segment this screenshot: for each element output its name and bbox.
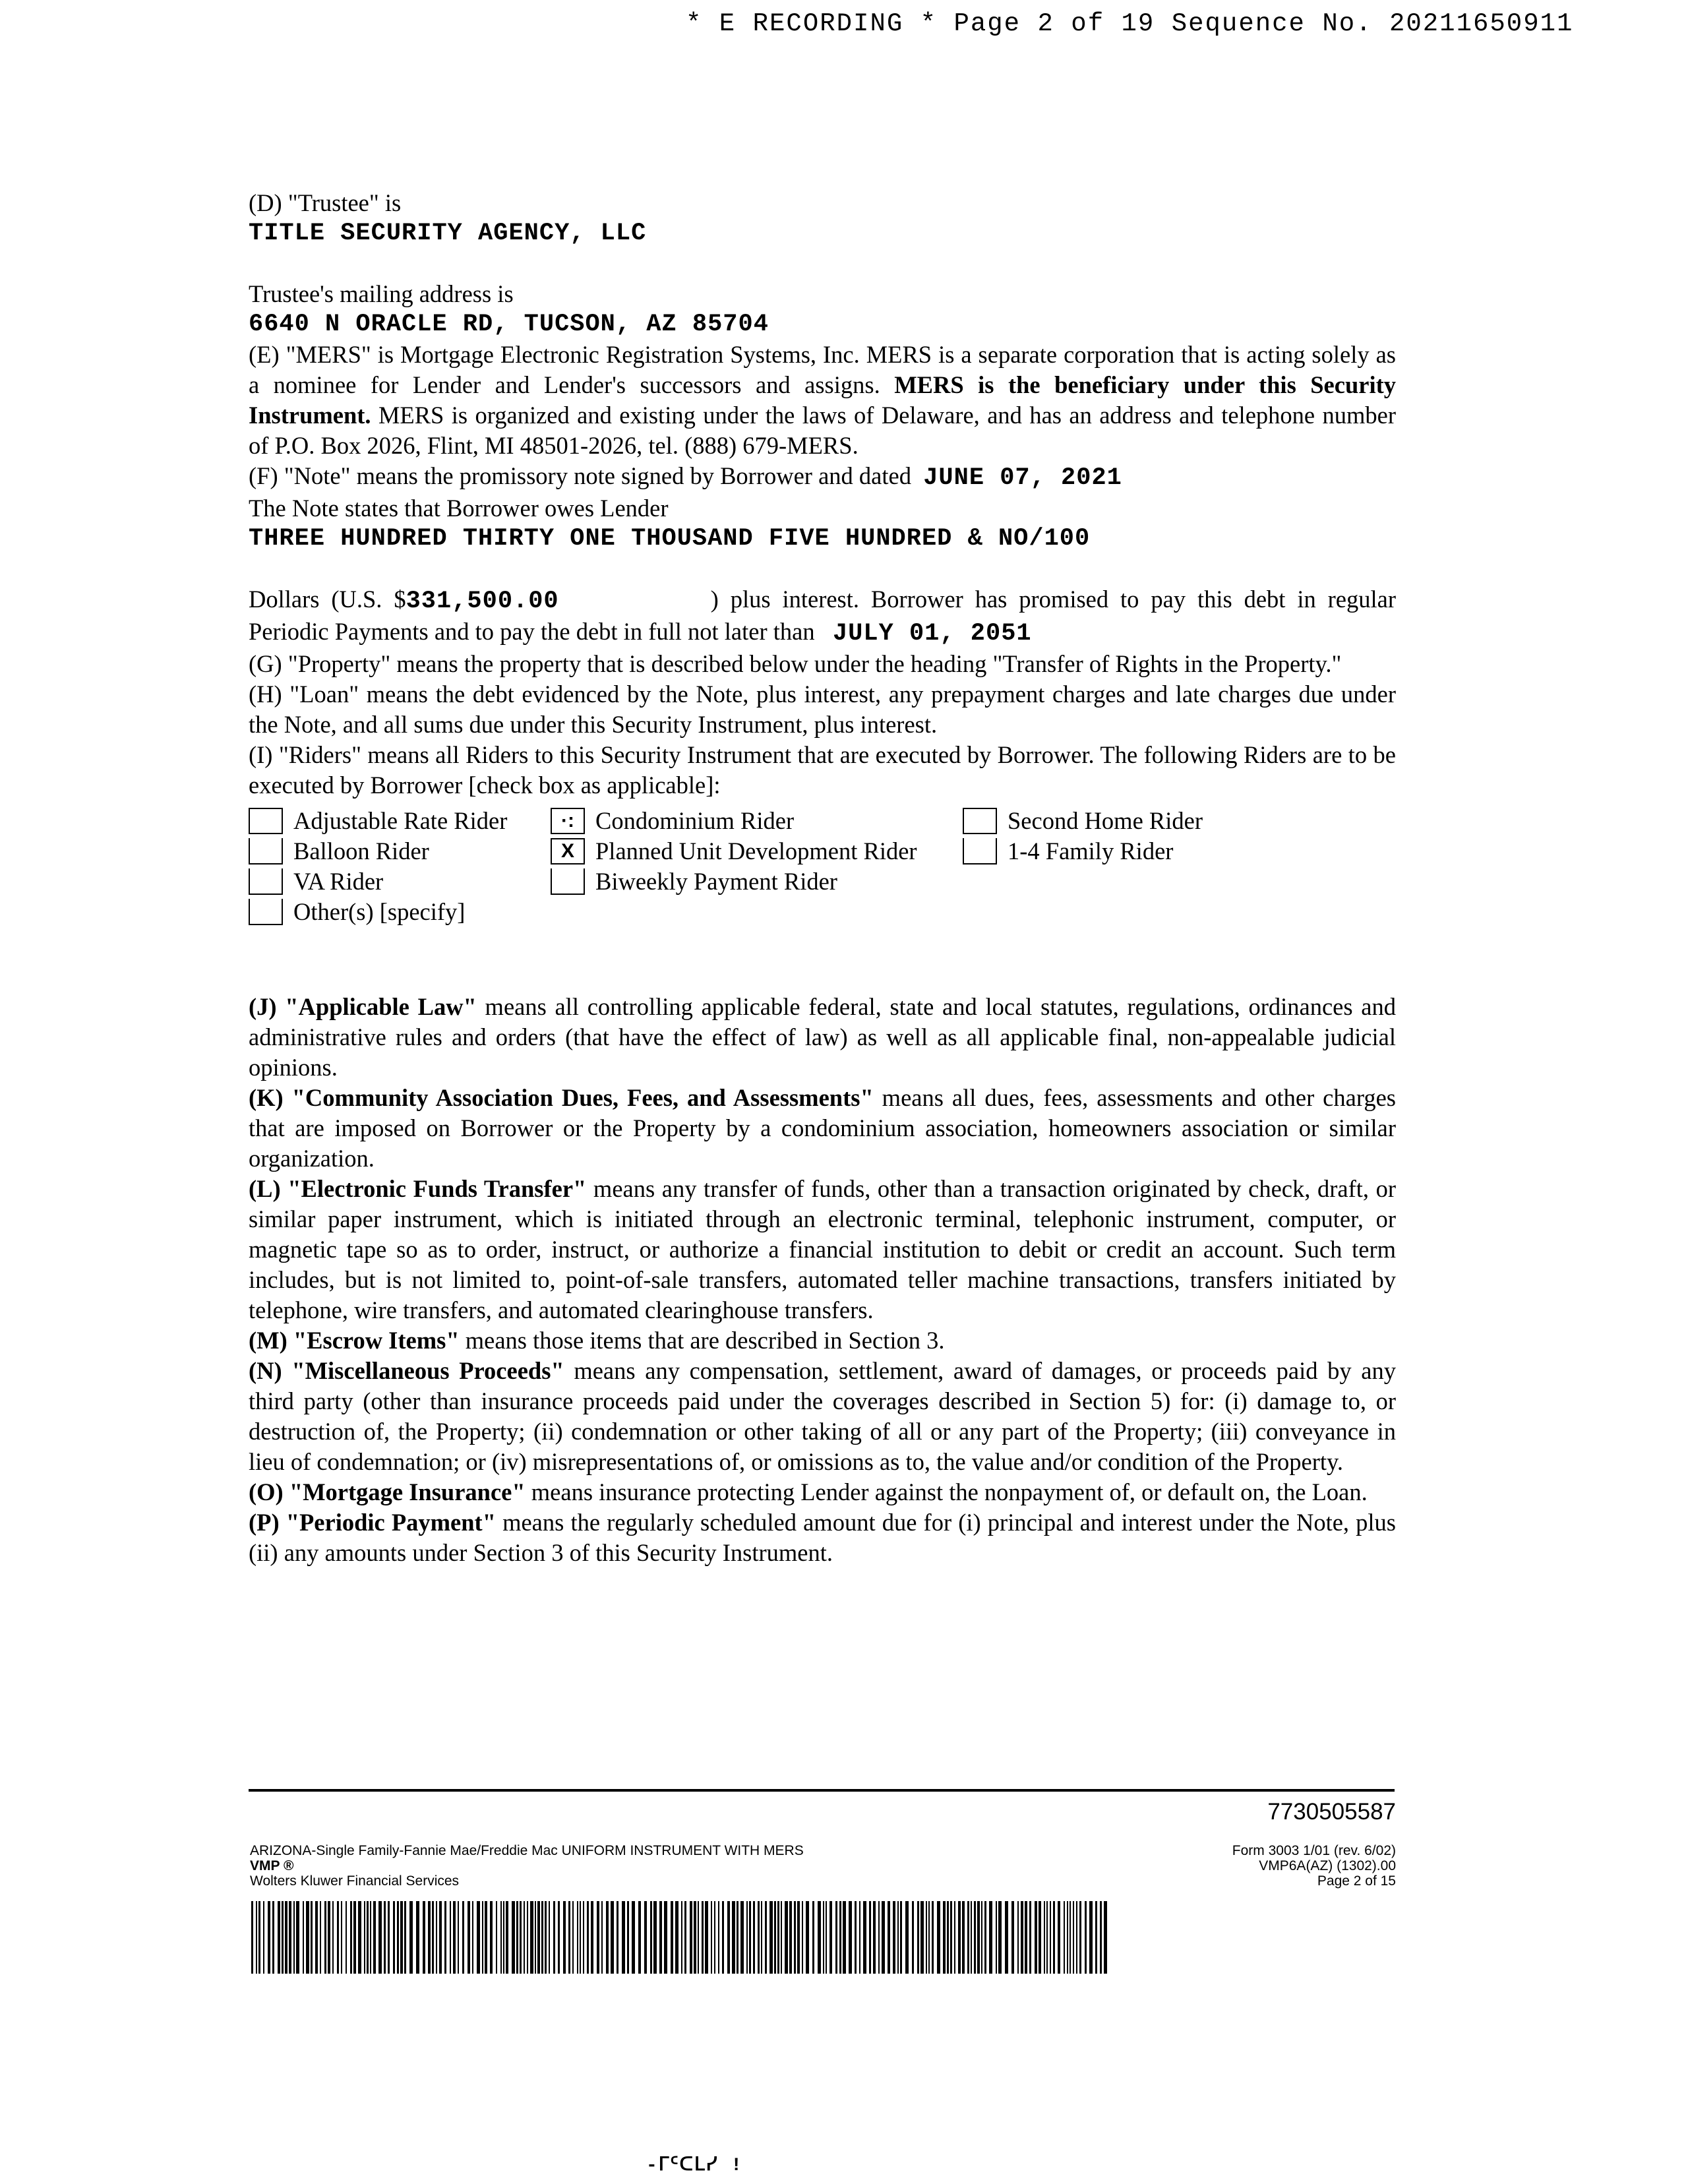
miscellaneous-proceeds-text: means any compensation, settlement, award of damages, or proceeds paid by any third party (other than insurance proceeds paid under the coverages described in Section 5) for: (i) damage to, or destruction of, the Property; (ii) condemnation or other taking of all or any part of the Property; (iii) conveyance in lieu of condemnation; or (iv) misrepresentations of, or omissions as to, the value and/or condition of the Property.	[249, 1357, 1397, 1475]
barcode-bar	[315, 1901, 318, 1974]
barcode-bar	[1029, 1901, 1031, 1974]
mortgage-insurance-definition	[249, 1477, 1396, 1507]
barcode-bar	[971, 1901, 972, 1974]
barcode-bar	[863, 1901, 866, 1974]
rider-balloon-label: Balloon Rider	[293, 837, 429, 864]
barcode-bar	[794, 1901, 796, 1974]
rider-adjustable-label: Adjustable Rate Rider	[293, 807, 508, 834]
barcode-bar	[373, 1901, 376, 1974]
barcode-bar	[428, 1901, 431, 1974]
barcode-bar	[477, 1901, 480, 1974]
riders-checklist	[249, 806, 1396, 931]
barcode-bar	[1100, 1901, 1102, 1974]
community-association-label: (K) "Community Association Dues, Fees, and Assessments"	[249, 1084, 874, 1111]
barcode-bar	[506, 1901, 508, 1974]
barcode-bar	[527, 1901, 528, 1974]
barcode-bar	[1089, 1901, 1093, 1974]
mortgage-insurance-text: means insurance protecting Lender against the nonpayment of, or default on, the Loan.	[525, 1478, 1368, 1505]
barcode-bar	[900, 1901, 902, 1974]
barcode-bar	[467, 1901, 470, 1974]
barcode-bar	[859, 1901, 860, 1974]
barcode-bar	[1021, 1901, 1023, 1974]
document-body	[249, 188, 1396, 1568]
barcode-bar	[320, 1901, 321, 1974]
vmp-code: VMP6A(AZ) (1302).00	[1259, 1858, 1396, 1873]
barcode-bar	[1073, 1901, 1074, 1974]
barcode-bar	[912, 1901, 914, 1974]
barcode-bar	[797, 1901, 800, 1974]
barcode-bar	[388, 1901, 390, 1974]
barcode-bar	[962, 1901, 965, 1974]
periodic-payment-text: means the regularly scheduled amount due for (i) principal and interest under the Note, plus (ii) any amounts under Section 3 of this Security Instrument.	[249, 1509, 1396, 1566]
barcode-bar	[928, 1901, 930, 1974]
escrow-items-text: means those items that are described in Section 3.	[459, 1327, 945, 1354]
form-number-block	[1232, 1843, 1396, 1889]
barcode-bar	[954, 1901, 955, 1974]
barcode-bar	[512, 1901, 515, 1974]
rider-biweekly-checkbox[interactable]	[551, 868, 585, 895]
barcode-bar	[839, 1901, 841, 1974]
trustee-intro: (D) "Trustee" is	[249, 189, 402, 216]
rider-1-4-family	[963, 836, 1173, 866]
barcode-bar	[996, 1901, 997, 1974]
barcode-bar	[947, 1901, 949, 1974]
barcode-bar	[632, 1901, 635, 1974]
form-page: Page 2 of 15	[1317, 1873, 1396, 1889]
dollars-prefix: Dollars (U.S. $	[249, 586, 406, 613]
barcode-bar	[638, 1901, 641, 1974]
electronic-funds-transfer-text: means any transfer of funds, other than a transaction originated by check, draft, or similar paper instrument, which is initiated through an electronic terminal, telephonic instrument, computer, or magnetic tape so as to order, instruct, or authorize a financial institution to debit or credit an account. Such term includes, but is not limited to, point-of-sale transfers, automated teller machine transactions, transfers initiated by telephone, wire transfers, and automated clearinghouse transfers.	[249, 1175, 1396, 1323]
barcode-bar	[328, 1901, 330, 1974]
barcode-bar	[503, 1901, 504, 1974]
applicable-law-label: (J) "Applicable Law"	[249, 993, 477, 1020]
barcode-bar	[1064, 1901, 1065, 1974]
barcode-bar	[690, 1901, 692, 1974]
barcode-bar	[306, 1901, 309, 1974]
barcode-bar	[436, 1901, 437, 1974]
form-identification	[250, 1843, 804, 1889]
escrow-items-definition	[249, 1325, 1396, 1356]
barcode-bar	[1070, 1901, 1071, 1974]
barcode-bar	[611, 1901, 614, 1974]
barcode-bar	[873, 1901, 876, 1974]
barcode-bar	[397, 1901, 399, 1974]
rider-pud-label: Planned Unit Development Rider	[595, 837, 917, 864]
barcode-bar	[998, 1901, 1002, 1974]
rider-second-home-checkbox[interactable]	[963, 808, 997, 834]
footer-divider	[249, 1789, 1395, 1792]
electronic-funds-transfer-label: (L) "Electronic Funds Transfer"	[249, 1175, 587, 1202]
barcode-bar	[714, 1901, 715, 1974]
barcode-bar	[524, 1901, 525, 1974]
barcode-bar	[558, 1901, 560, 1974]
barcode-bar	[490, 1901, 493, 1974]
barcode-bar	[367, 1901, 369, 1974]
barcode-bar	[835, 1901, 837, 1974]
trustee-mailing-label: Trustee's mailing address is	[249, 280, 514, 307]
barcode-bar	[535, 1901, 536, 1974]
note-amount-words: THREE HUNDRED THIRTY ONE THOUSAND FIVE HUNDRED & NO/100	[249, 525, 1091, 553]
barcode-bar	[769, 1901, 773, 1974]
barcode-bar	[664, 1901, 667, 1974]
barcode-bar	[1095, 1901, 1097, 1974]
barcode	[251, 1901, 1110, 1974]
riders-definition: (I) "Riders" means all Riders to this Security Instrument that are executed by Borrower. The following Riders are to be executed by Borrower [check box as applicable]:	[249, 741, 1396, 799]
barcode-bar	[705, 1901, 708, 1974]
barcode-bar	[587, 1901, 589, 1974]
barcode-bar	[1039, 1901, 1041, 1974]
barcode-bar	[346, 1901, 347, 1974]
barcode-bar	[989, 1901, 992, 1974]
barcode-bar	[653, 1901, 657, 1974]
barcode-bar	[758, 1901, 760, 1974]
barcode-bar	[272, 1901, 274, 1974]
barcode-bar	[568, 1901, 570, 1974]
barcode-bar	[1058, 1901, 1060, 1974]
barcode-bar	[893, 1901, 895, 1974]
barcode-bar	[981, 1901, 982, 1974]
barcode-bar	[818, 1901, 821, 1974]
barcode-bar	[485, 1901, 487, 1974]
barcode-bar	[341, 1901, 342, 1974]
barcode-bar	[350, 1901, 352, 1974]
barcode-bar	[583, 1901, 584, 1974]
barcode-bar	[416, 1901, 419, 1974]
barcode-bar	[917, 1901, 919, 1974]
barcode-bar	[370, 1901, 371, 1974]
barcode-bar	[516, 1901, 518, 1974]
rider-va-label: VA Rider	[293, 868, 384, 895]
barcode-bar	[977, 1901, 980, 1974]
barcode-bar	[1005, 1901, 1008, 1974]
barcode-bar	[1079, 1901, 1081, 1974]
barcode-bar	[1076, 1901, 1077, 1974]
barcode-bar	[409, 1901, 413, 1974]
publisher: Wolters Kluwer Financial Services	[250, 1873, 460, 1889]
barcode-bar	[937, 1901, 940, 1974]
barcode-bar	[812, 1901, 814, 1974]
barcode-bar	[520, 1901, 522, 1974]
rider-balloon-checkbox[interactable]	[249, 838, 283, 864]
barcode-bar	[453, 1901, 456, 1974]
barcode-bar	[926, 1901, 927, 1974]
barcode-bar	[1017, 1901, 1019, 1974]
trustee-mailing-address: 6640 N ORACLE RD, TUCSON, AZ 85704	[249, 311, 769, 338]
periodic-payment-definition	[249, 1507, 1396, 1568]
barcode-bar	[849, 1901, 852, 1974]
note-definition	[249, 461, 1396, 493]
note-owes: The Note states that Borrower owes Lender	[249, 495, 669, 522]
barcode-bar	[737, 1901, 738, 1974]
barcode-bar	[1046, 1901, 1048, 1974]
barcode-bar	[1035, 1901, 1037, 1974]
barcode-bar	[580, 1901, 581, 1974]
barcode-bar	[1025, 1901, 1027, 1974]
rider-condominium-label: Condominium Rider	[595, 807, 795, 834]
barcode-bar	[765, 1901, 767, 1974]
rider-condominium	[551, 806, 794, 836]
rider-other-label: Other(s) [specify]	[293, 898, 466, 925]
barcode-bar	[920, 1901, 924, 1974]
barcode-bar	[659, 1901, 662, 1974]
barcode-bar	[802, 1901, 803, 1974]
applicable-law-text: means all controlling applicable federal, state and local statutes, regulations, ordinances and administrative rules and orders (that have the effect of law) as well as all applicable final, non-appealable judicial opinions.	[249, 993, 1397, 1081]
note-dollars	[249, 584, 1396, 649]
barcode-bar	[384, 1901, 386, 1974]
note-amount: 331,500.00	[406, 588, 559, 615]
periodic-payment-label: (P) "Periodic Payment"	[249, 1509, 496, 1536]
barcode-bar	[932, 1901, 934, 1974]
barcode-bar	[256, 1901, 257, 1974]
barcode-bar	[303, 1901, 304, 1974]
barcode-bar	[984, 1901, 986, 1974]
barcode-bar	[537, 1901, 540, 1974]
barcode-bar	[549, 1901, 550, 1974]
barcode-bar	[458, 1901, 459, 1974]
note-text: (F) "Note" means the promissory note signed by Borrower and dated	[249, 462, 911, 489]
barcode-bar	[897, 1901, 899, 1974]
barcode-bar	[829, 1901, 832, 1974]
barcode-bar	[644, 1901, 647, 1974]
barcode-bar	[1044, 1901, 1045, 1974]
mortgage-insurance-label: (O) "Mortgage Insurance"	[249, 1478, 526, 1505]
maturity-date: JULY 01, 2051	[832, 620, 1032, 648]
barcode-bar	[785, 1901, 788, 1974]
barcode-bar	[974, 1901, 976, 1974]
rider-other	[249, 897, 465, 927]
barcode-bar	[364, 1901, 365, 1974]
barcode-bar	[806, 1901, 809, 1974]
rider-balloon	[249, 836, 429, 866]
miscellaneous-proceeds-label: (N) "Miscellaneous Proceeds"	[249, 1357, 564, 1384]
mers-text-2: MERS is organized and existing under the laws of Delaware, and has an address and telephone number of P.O. Box 2026, Flint, MI 48501-2026, tel. (888) 679-MERS.	[249, 402, 1396, 459]
barcode-bar	[530, 1901, 533, 1974]
barcode-bar	[732, 1901, 735, 1974]
barcode-bar	[746, 1901, 748, 1974]
barcode-bar	[1085, 1901, 1087, 1974]
barcode-bar	[496, 1901, 497, 1974]
rider-second-home	[963, 806, 1203, 836]
barcode-bar	[432, 1901, 434, 1974]
barcode-bar	[1104, 1901, 1107, 1974]
rider-family-checkbox[interactable]	[963, 838, 997, 864]
barcode-bar	[358, 1901, 361, 1974]
barcode-bar	[462, 1901, 464, 1974]
barcode-bar	[404, 1901, 406, 1974]
barcode-bar	[855, 1901, 857, 1974]
mers-beneficiary-bold: MERS is the beneficiary under this Security Instrument.	[249, 371, 1396, 429]
note-date: JUNE 07, 2021	[923, 464, 1122, 492]
barcode-bar	[444, 1901, 446, 1974]
barcode-bar	[681, 1901, 682, 1974]
barcode-bar	[869, 1901, 871, 1974]
rider-planned-unit-development	[551, 836, 917, 866]
barcode-bar	[694, 1901, 696, 1974]
miscellaneous-proceeds-definition	[249, 1356, 1396, 1477]
rider-va-checkbox[interactable]	[249, 868, 283, 895]
barcode-bar	[296, 1901, 299, 1974]
barcode-bar	[450, 1901, 451, 1974]
barcode-bar	[718, 1901, 719, 1974]
barcode-bar	[601, 1901, 603, 1974]
barcode-bar	[553, 1901, 555, 1974]
barcode-bar	[905, 1901, 909, 1974]
community-association-definition	[249, 1083, 1396, 1174]
rider-family-label: 1-4 Family Rider	[1008, 837, 1174, 864]
barcode-bar	[888, 1901, 890, 1974]
loan-number: 7730505587	[1267, 1799, 1396, 1825]
recording-header: * E RECORDING * Page 2 of 19 Sequence No. 20211650911	[686, 9, 1574, 38]
barcode-bar	[423, 1901, 425, 1974]
community-association-text: means all dues, fees, assessments and other charges that are imposed on Borrower or the Property by a condominium association, homeowners association or similar organization.	[249, 1084, 1396, 1172]
barcode-bar	[311, 1901, 313, 1974]
dollars-suffix: ) plus interest. Borrower has promised to pay this debt in regular Periodic Payments and to pay the debt in full not later than	[249, 586, 1396, 645]
bottom-stamp-mark: -ᒥᑦᑕᒪᓯ !	[646, 2156, 744, 2176]
barcode-bar	[591, 1901, 593, 1974]
barcode-bar	[278, 1901, 280, 1974]
barcode-bar	[684, 1901, 686, 1974]
escrow-items-label: (M) "Escrow Items"	[249, 1327, 460, 1354]
barcode-bar	[943, 1901, 946, 1974]
barcode-bar	[1067, 1901, 1068, 1974]
barcode-bar	[1053, 1901, 1055, 1974]
barcode-bar	[577, 1901, 578, 1974]
barcode-bar	[378, 1901, 382, 1974]
barcode-bar	[606, 1901, 609, 1974]
barcode-bar	[597, 1901, 599, 1974]
barcode-bar	[698, 1901, 699, 1974]
barcode-bar	[789, 1901, 792, 1974]
barcode-bar	[650, 1901, 652, 1974]
barcode-bar	[1011, 1901, 1014, 1974]
trustee-name: TITLE SECURITY AGENCY, LLC	[249, 220, 647, 247]
mers-text-1: (E) "MERS" is Mortgage Electronic Registration Systems, Inc. MERS is a separate corporation that is acting solely as a nominee for Lender and Lender's successors and assigns.	[249, 341, 1396, 398]
barcode-bar	[258, 1901, 260, 1974]
barcode-bar	[439, 1901, 442, 1974]
barcode-bar	[671, 1901, 673, 1974]
barcode-bar	[675, 1901, 678, 1974]
barcode-bar	[617, 1901, 618, 1974]
barcode-bar	[882, 1901, 885, 1974]
rider-other-checkbox[interactable]	[249, 899, 283, 925]
barcode-bar	[353, 1901, 356, 1974]
barcode-bar	[324, 1901, 326, 1974]
barcode-bar	[826, 1901, 827, 1974]
barcode-bar	[777, 1901, 779, 1974]
rider-second-home-label: Second Home Rider	[1008, 807, 1203, 834]
barcode-bar	[753, 1901, 755, 1974]
rider-biweekly-payment	[551, 866, 837, 897]
rider-adjustable-checkbox[interactable]	[249, 808, 283, 834]
barcode-bar	[289, 1901, 291, 1974]
mers-definition	[249, 340, 1396, 461]
barcode-bar	[843, 1901, 846, 1974]
rider-biweekly-label: Biweekly Payment Rider	[595, 868, 837, 895]
barcode-bar	[263, 1901, 264, 1974]
barcode-bar	[285, 1901, 287, 1974]
barcode-bar	[950, 1901, 952, 1974]
barcode-bar	[545, 1901, 547, 1974]
applicable-law-definition	[249, 992, 1396, 1083]
barcode-bar	[749, 1901, 751, 1974]
barcode-bar	[722, 1901, 724, 1974]
barcode-bar	[251, 1901, 253, 1974]
barcode-bar	[781, 1901, 782, 1974]
barcode-bar	[268, 1901, 270, 1974]
rider-condominium-checkbox[interactable]: ·:	[551, 808, 585, 834]
barcode-bar	[541, 1901, 543, 1974]
barcode-bar	[711, 1901, 712, 1974]
barcode-bar	[332, 1901, 334, 1974]
rider-va	[249, 866, 383, 897]
barcode-bar	[761, 1901, 762, 1974]
barcode-bar	[823, 1901, 824, 1974]
form-title: ARIZONA-Single Family-Fannie Mae/Freddie Mac UNIFORM INSTRUMENT WITH MERS	[250, 1843, 804, 1858]
barcode-bar	[967, 1901, 969, 1974]
barcode-bar	[627, 1901, 629, 1974]
form-number: Form 3003 1/01 (rev. 6/02)	[1232, 1843, 1396, 1858]
barcode-bar	[482, 1901, 483, 1974]
barcode-bar	[774, 1901, 776, 1974]
property-definition: (G) "Property" means the property that is described below under the heading "Transfer of Rights in the Property."	[249, 650, 1342, 677]
electronic-funds-transfer-definition	[249, 1174, 1396, 1325]
barcode-bar	[337, 1901, 339, 1974]
barcode-bar	[572, 1901, 574, 1974]
rider-adjustable-rate	[249, 806, 507, 836]
barcode-bar	[400, 1901, 403, 1974]
barcode-bar	[958, 1901, 961, 1974]
vmp-label: VMP ®	[250, 1858, 294, 1873]
barcode-bar	[472, 1901, 473, 1974]
barcode-bar	[563, 1901, 566, 1974]
barcode-bar	[282, 1901, 284, 1974]
barcode-bar	[293, 1901, 295, 1974]
barcode-bar	[1050, 1901, 1051, 1974]
barcode-bar	[393, 1901, 395, 1974]
rider-pud-checkbox[interactable]: X	[551, 838, 585, 864]
loan-definition: (H) "Loan" means the debt evidenced by the Note, plus interest, any prepayment charges and late charges due under the Note, and all sums due under this Security Instrument, plus interest.	[249, 681, 1396, 738]
barcode-bar	[702, 1901, 704, 1974]
barcode-bar	[622, 1901, 625, 1974]
barcode-bar	[500, 1901, 502, 1974]
barcode-bar	[740, 1901, 744, 1974]
barcode-bar	[878, 1901, 880, 1974]
barcode-bar	[727, 1901, 730, 1974]
